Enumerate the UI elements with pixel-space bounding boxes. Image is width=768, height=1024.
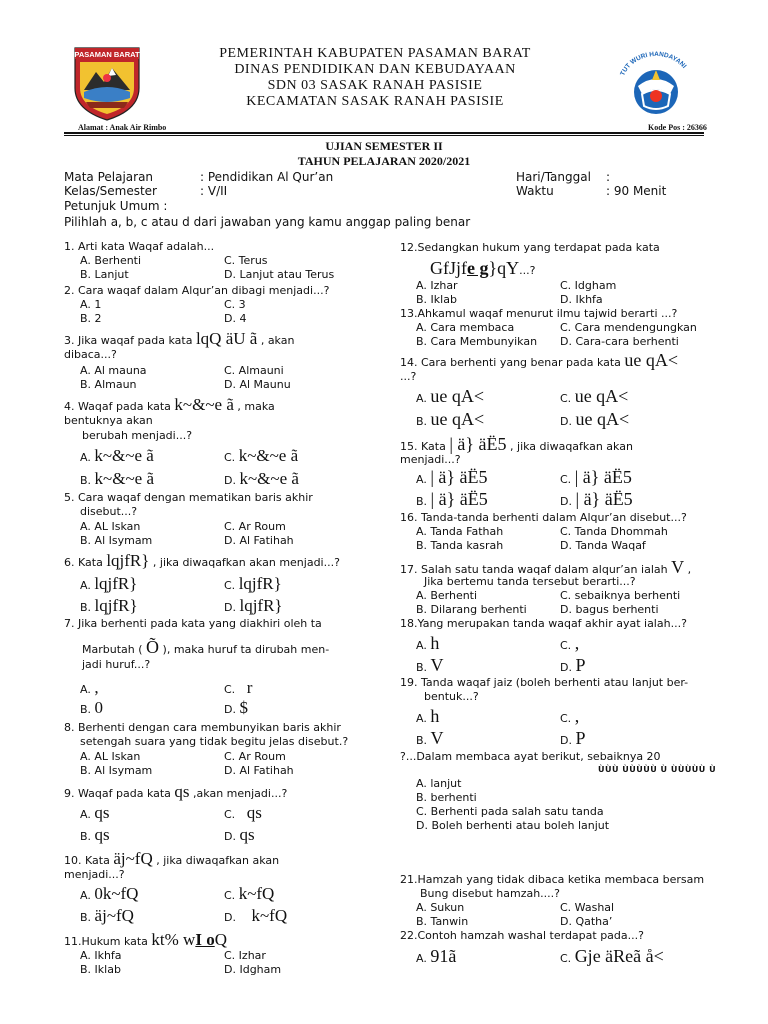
q12-option-c: C. Idgham <box>560 279 617 292</box>
q14-option-b <box>416 409 484 431</box>
q2-option-b: B. 2 <box>80 312 102 325</box>
q18-option-a-glyph: h <box>430 633 440 653</box>
q6-option-b-letter: B. <box>80 601 95 614</box>
q14-option-a <box>416 386 484 408</box>
q19-option-b-glyph: V <box>430 728 444 748</box>
q18-option-b-letter: B. <box>416 661 431 674</box>
q10-option-a-letter: A. <box>80 889 95 902</box>
q7-option-b <box>80 698 103 718</box>
q4-option-d <box>224 469 299 489</box>
q18-option-c-glyph: , <box>574 633 580 653</box>
q17-option-a: A. Berhenti <box>416 589 478 602</box>
q3-option-d: D. Al Maunu <box>224 378 291 391</box>
q12-arabic-line <box>430 258 535 280</box>
q11-option-b: B. Iklab <box>80 963 121 976</box>
question-21: 21.Hamzah yang tidak dibaca ketika membaca bersam <box>400 873 705 886</box>
question-3 <box>64 329 294 349</box>
q20-option-a: A. lanjut <box>416 777 462 790</box>
q21-continuation: Bung disebut hamzah....? <box>420 887 561 900</box>
q19-option-d-glyph: P <box>575 728 586 748</box>
exam-title: UJIAN SEMESTER II <box>325 139 443 153</box>
q16-option-c: C. Tanda Dhommah <box>560 525 668 538</box>
q22-option-c-arabic: Gje äReã å< <box>574 946 664 966</box>
q3-option-a: A. Al mauna <box>80 364 147 377</box>
q4-option-a <box>80 446 154 466</box>
q12-option-b: B. Iklab <box>416 293 457 306</box>
q7-option-d <box>224 698 248 718</box>
q15-option-b <box>416 489 488 511</box>
q14-option-a-arabic: ue qA< <box>430 386 484 406</box>
q13-option-c: C. Cara mendengungkan <box>560 321 697 334</box>
q7-option-b-glyph: 0 <box>94 698 104 717</box>
header-line-3: SDN 03 SASAK RANAH PASISIE <box>267 78 483 93</box>
q8-option-c: C. Ar Roum <box>224 750 286 763</box>
question-4 <box>64 395 275 415</box>
q5-continuation: disebut...? <box>80 505 138 518</box>
q6-option-d-letter: D. <box>224 601 240 614</box>
q12-tail: ...? <box>519 264 536 277</box>
q8-continuation: setengah suara yang tidak begitu jelas disebut.? <box>80 735 349 748</box>
q13-option-d: D. Cara-cara berhenti <box>560 335 679 348</box>
q9-text: 9. Waqaf pada kata <box>64 787 175 800</box>
q22-option-a-arabic: 91ã <box>430 946 457 966</box>
q1-option-a: A. Berhenti <box>80 254 142 267</box>
q12-arabic-2: e g <box>467 258 489 278</box>
postal-code: Kode Pos : 26366 <box>648 123 707 132</box>
q18-option-d-glyph: P <box>575 655 586 675</box>
q2-option-c: C. 3 <box>224 298 246 311</box>
q10-option-c-letter: C. <box>224 889 239 902</box>
question-22: 22.Contoh hamzah washal terdapat pada...? <box>400 929 644 942</box>
q10-option-b-letter: B. <box>80 911 95 924</box>
q18-option-b-glyph: V <box>430 655 444 675</box>
q4-continuation-1: bentuknya akan <box>64 414 153 427</box>
q7-text-b: ), maka huruf ta dirubah men- <box>159 643 330 656</box>
q17-text-end: , <box>684 563 692 576</box>
question-8: 8. Berhenti dengan cara membunyikan baris akhir <box>64 721 341 734</box>
q4-option-c-letter: C. <box>224 451 239 464</box>
q10-arabic: äj~fQ <box>113 849 153 868</box>
q1-option-b: B. Lanjut <box>80 268 129 281</box>
q4-text-end: , maka <box>233 400 275 413</box>
q19-option-d <box>560 728 585 750</box>
q3-text: 3. Jika waqaf pada kata <box>64 334 196 347</box>
q18-option-b <box>416 655 444 677</box>
q9-text-end: ,akan menjadi...? <box>189 787 288 800</box>
q9-arabic: qs <box>174 782 190 801</box>
class-label: Kelas/Semester <box>64 184 157 198</box>
q14-option-a-letter: A. <box>416 392 431 405</box>
q20-option-d: D. Boleh berhenti atau boleh lanjut <box>416 819 610 832</box>
q6-option-a-arabic: lqjfR} <box>94 574 138 593</box>
q10-text-end: , jika diwaqafkan akan <box>152 854 280 867</box>
q9-option-b <box>80 825 110 845</box>
q10-option-b-arabic: äj~fQ <box>94 906 134 925</box>
q14-option-b-letter: B. <box>416 415 431 428</box>
q10-option-a-arabic: 0k~fQ <box>94 884 139 903</box>
class-value: : V/II <box>200 184 228 198</box>
tut-wuri-handayani-logo <box>612 50 700 120</box>
q21-option-b: B. Tanwin <box>416 915 469 928</box>
question-7: 7. Jika berhenti pada kata yang diakhiri oleh ta <box>64 617 322 630</box>
q6-option-c <box>224 574 282 594</box>
q18-option-a-letter: A. <box>416 639 431 652</box>
q17-option-d: D. bagus berhenti <box>560 603 659 616</box>
q15-option-a <box>416 467 488 489</box>
q14-option-c-letter: C. <box>560 392 575 405</box>
q9-option-b-arabic: qs <box>94 825 110 844</box>
q8-option-b: B. Al Isymam <box>80 764 153 777</box>
q5-option-a: A. AL Iskan <box>80 520 141 533</box>
q6-option-b-arabic: lqjfR} <box>94 596 138 615</box>
q18-option-d-letter: D. <box>560 661 576 674</box>
q19-option-a <box>416 706 439 728</box>
q1-option-d: D. Lanjut atau Terus <box>224 268 335 281</box>
q10-continuation: menjadi...? <box>64 868 125 881</box>
q12-arabic-1: GfJjf <box>430 258 467 278</box>
q15-option-d <box>560 489 633 511</box>
header-line-1: PEMERINTAH KABUPATEN PASAMAN BARAT <box>219 46 531 61</box>
q17-arabic: V <box>671 557 685 577</box>
q4-option-c-arabic: k~&~e ã <box>238 446 299 465</box>
q11-option-a: A. Ikhfa <box>80 949 122 962</box>
header-line-4: KECAMATAN SASAK RANAH PASISIE <box>246 94 504 109</box>
q13-option-a: A. Cara membaca <box>416 321 515 334</box>
q18-option-c <box>560 633 579 655</box>
question-13: 13.Ahkamul waqaf menurut ilmu tajwid berarti ...? <box>400 307 678 320</box>
q20-option-c: C. Berhenti pada salah satu tanda <box>416 805 604 818</box>
q6-text-end: , jika diwaqafkan akan menjadi...? <box>149 556 340 569</box>
q11-arabic-1: kt% w <box>151 930 196 949</box>
q21-option-d: D. Qatha’ <box>560 915 613 928</box>
day-date-label: Hari/Tanggal <box>516 170 591 184</box>
q14-option-c <box>560 386 628 408</box>
q15-option-d-letter: D. <box>560 495 576 508</box>
q6-option-d <box>224 596 283 616</box>
q14-option-b-arabic: ue qA< <box>430 409 485 429</box>
q20-option-b: B. berhenti <box>416 791 477 804</box>
q6-text: 6. Kata <box>64 556 107 569</box>
q10-option-c-arabic: k~fQ <box>238 884 275 903</box>
q4-option-c <box>224 446 298 466</box>
q7-option-c-glyph: r <box>246 678 253 697</box>
q15-option-a-letter: A. <box>416 473 431 486</box>
q7-option-d-glyph: $ <box>239 698 248 717</box>
q20-arabic-verse: ÙÙÙ ÙÙÙÙÙ Ù ÙÙÙÙÙ Ù <box>598 765 717 774</box>
q15-arabic: | ä} äË5 <box>449 434 507 454</box>
school-year: TAHUN PELAJARAN 2020/2021 <box>297 154 471 168</box>
q15-continuation: menjadi...? <box>400 453 461 466</box>
q14-option-d <box>560 409 629 431</box>
q9-option-d-letter: D. <box>224 830 240 843</box>
q9-option-a-letter: A. <box>80 808 95 821</box>
header-line-2: DINAS PENDIDIKAN DAN KEBUDAYAAN <box>234 62 516 77</box>
q15-option-b-arabic: | ä} äË5 <box>430 489 488 509</box>
q19-option-a-letter: A. <box>416 712 431 725</box>
q22-option-c-letter: C. <box>560 952 575 965</box>
q15-option-d-arabic: | ä} äË5 <box>575 489 633 509</box>
q11-arabic-3: Q <box>214 930 227 949</box>
q22-option-c <box>560 946 664 968</box>
question-19: 19. Tanda waqaf jaiz (boleh berhenti atau lanjut ber- <box>400 676 689 689</box>
q4-option-b <box>80 469 154 489</box>
q7-option-d-letter: D. <box>224 703 240 716</box>
q7-option-b-letter: B. <box>80 703 95 716</box>
q19-option-c-letter: C. <box>560 712 575 725</box>
subject-label: Mata Pelajaran <box>64 170 154 184</box>
question-9 <box>64 782 287 802</box>
q16-option-d: D. Tanda Waqaf <box>560 539 646 552</box>
q4-continuation-2: berubah menjadi...? <box>82 429 193 442</box>
q9-option-d <box>224 825 255 845</box>
q15-text: 15. Kata <box>400 440 450 453</box>
school-address: Alamat : Anak Air Rimbo <box>78 123 167 132</box>
q17-text: 17. Salah satu tanda waqaf dalam alqur’an ialah <box>400 563 672 576</box>
q11-option-d: D. Idgham <box>224 963 282 976</box>
q11-arabic-2: I o <box>195 930 215 949</box>
q11-option-c: C. Izhar <box>224 949 266 962</box>
pasaman-barat-logo <box>72 44 142 122</box>
q17-continuation: Jika bertemu tanda tersebut berarti...? <box>424 575 636 588</box>
q8-option-d: D. Al Fatihah <box>224 764 294 777</box>
q4-option-d-letter: D. <box>224 474 240 487</box>
logo-right-text: TUT WURI HANDAYANI <box>619 50 688 78</box>
q16-option-a: A. Tanda Fathah <box>416 525 504 538</box>
q10-option-b <box>80 906 134 926</box>
question-14 <box>400 350 678 372</box>
q4-arabic: k~&~e ã <box>174 395 234 414</box>
q10-option-c <box>224 884 274 904</box>
letterhead <box>0 0 768 135</box>
q17-option-b: B. Dilarang berhenti <box>416 603 527 616</box>
question-10 <box>64 849 279 869</box>
q7-text-a: Marbutah ( <box>82 643 147 656</box>
instructions: Pilihlah a, b, c atau d dari jawaban yang kamu anggap paling benar <box>64 215 471 229</box>
q6-option-b <box>80 596 138 616</box>
q7-option-c-letter: C. <box>224 683 239 696</box>
general-instructions-label: Petunjuk Umum : <box>64 199 168 213</box>
q6-option-c-letter: C. <box>224 579 239 592</box>
q11-text: 11.Hukum kata <box>64 935 152 948</box>
q14-arabic: ue qA< <box>624 350 679 370</box>
q13-option-b: B. Cara Membunyikan <box>416 335 538 348</box>
question-5: 5. Cara waqaf dengan mematikan baris akhir <box>64 491 313 504</box>
q9-option-a <box>80 803 109 823</box>
q4-text: 4. Waqaf pada kata <box>64 400 175 413</box>
q7-continuation-1 <box>82 637 329 659</box>
q6-option-a-letter: A. <box>80 579 95 592</box>
q8-option-a: A. AL Iskan <box>80 750 141 763</box>
q9-option-c <box>224 803 262 823</box>
q14-option-d-letter: D. <box>560 415 576 428</box>
question-18: 18.Yang merupakan tanda waqaf akhir ayat ialah...? <box>400 617 687 630</box>
letterhead-rule-thin <box>64 135 704 136</box>
q18-option-d <box>560 655 585 677</box>
q18-option-a <box>416 633 439 655</box>
q21-option-c: C. Washal <box>560 901 615 914</box>
question-20: ?...Dalam membaca ayat berikut, sebaiknya 20 <box>400 750 661 763</box>
question-6 <box>64 551 340 571</box>
q2-option-a: A. 1 <box>80 298 102 311</box>
q19-option-d-letter: D. <box>560 734 576 747</box>
q18-option-c-letter: C. <box>560 639 575 652</box>
q5-option-b: B. Al Isymam <box>80 534 153 547</box>
q9-option-a-arabic: qs <box>94 803 110 822</box>
q22-option-a-letter: A. <box>416 952 431 965</box>
q10-option-d-letter: D. <box>224 911 240 924</box>
q4-option-a-arabic: k~&~e ã <box>94 446 154 465</box>
q15-option-a-arabic: | ä} äË5 <box>430 467 488 487</box>
q1-option-c: C. Terus <box>224 254 268 267</box>
q6-option-c-arabic: lqjfR} <box>238 574 282 593</box>
q19-option-b-letter: B. <box>416 734 431 747</box>
q3-text-end: , akan <box>257 334 295 347</box>
question-2: 2. Cara waqaf dalam Alqur’an dibagi menjadi...? <box>64 284 330 297</box>
q15-option-c <box>560 467 632 489</box>
q3-option-b: B. Almaun <box>80 378 137 391</box>
q10-option-d <box>224 906 287 926</box>
q7-option-a-glyph: , <box>94 678 99 697</box>
letterhead-rule <box>64 132 704 134</box>
subject-value: : Pendidikan Al Qur’an <box>200 170 334 184</box>
q9-option-d-arabic: qs <box>239 825 255 844</box>
q15-text-end: , jika diwaqafkan akan <box>506 440 633 453</box>
q19-option-a-glyph: h <box>430 706 440 726</box>
q3-continuation: dibaca...? <box>64 348 117 361</box>
q4-option-b-letter: B. <box>80 474 95 487</box>
q7-arabic: Õ <box>146 637 160 657</box>
q6-arabic: lqjfR} <box>106 551 150 570</box>
q9-option-c-letter: C. <box>224 808 239 821</box>
q21-option-a: A. Sukun <box>416 901 465 914</box>
q2-option-d: D. 4 <box>224 312 247 325</box>
q14-continuation: ...? <box>400 370 417 383</box>
q9-option-c-arabic: qs <box>246 803 262 822</box>
q17-option-c: C. sebaiknya berhenti <box>560 589 681 602</box>
q5-option-c: C. Ar Roum <box>224 520 286 533</box>
q19-option-b <box>416 728 444 750</box>
time-label: Waktu <box>516 184 554 198</box>
q14-option-c-arabic: ue qA< <box>574 386 629 406</box>
q19-continuation: bentuk...? <box>424 690 479 703</box>
q22-option-a <box>416 946 456 968</box>
q10-text: 10. Kata <box>64 854 114 867</box>
q7-continuation-2: jadi huruf...? <box>82 658 151 671</box>
q5-option-d: D. Al Fatihah <box>224 534 294 547</box>
logo-left-text: PASAMAN BARAT <box>74 50 140 59</box>
q6-option-a <box>80 574 137 594</box>
q4-option-d-arabic: k~&~e ã <box>239 469 299 488</box>
q10-option-d-arabic: k~fQ <box>251 906 288 925</box>
q14-option-d-arabic: ue qA< <box>575 409 630 429</box>
q4-option-b-arabic: k~&~e ã <box>94 469 155 488</box>
q7-option-c <box>224 678 252 698</box>
q7-option-a-letter: A. <box>80 683 95 696</box>
q15-option-c-letter: C. <box>560 473 575 486</box>
q19-option-c-glyph: , <box>574 706 580 726</box>
q12-option-d: D. Ikhfa <box>560 293 603 306</box>
q10-option-a <box>80 884 138 904</box>
letterhead-text <box>150 46 600 110</box>
question-11 <box>64 930 227 950</box>
question-1: 1. Arti kata Waqaf adalah... <box>64 240 215 253</box>
question-12: 12.Sedangkan hukum yang terdapat pada kata <box>400 241 660 254</box>
q15-option-c-arabic: | ä} äË5 <box>574 467 632 487</box>
q19-option-c <box>560 706 579 728</box>
day-date-value: : <box>606 170 611 184</box>
q14-text: 14. Cara berhenti yang benar pada kata <box>400 356 625 369</box>
q7-option-a <box>80 678 99 698</box>
q6-option-d-arabic: lqjfR} <box>239 596 283 615</box>
time-value: : 90 Menit <box>606 184 667 198</box>
q9-option-b-letter: B. <box>80 830 95 843</box>
q12-option-a: A. Izhar <box>416 279 458 292</box>
q3-option-c: C. Almauni <box>224 364 284 377</box>
question-16: 16. Tanda-tanda berhenti dalam Alqur’an disebut...? <box>400 511 687 524</box>
q15-option-b-letter: B. <box>416 495 431 508</box>
q12-arabic-3: }qY <box>488 258 520 278</box>
q4-option-a-letter: A. <box>80 451 95 464</box>
q3-arabic: lqQ äU ã <box>195 329 258 348</box>
q16-option-b: B. Tanda kasrah <box>416 539 504 552</box>
